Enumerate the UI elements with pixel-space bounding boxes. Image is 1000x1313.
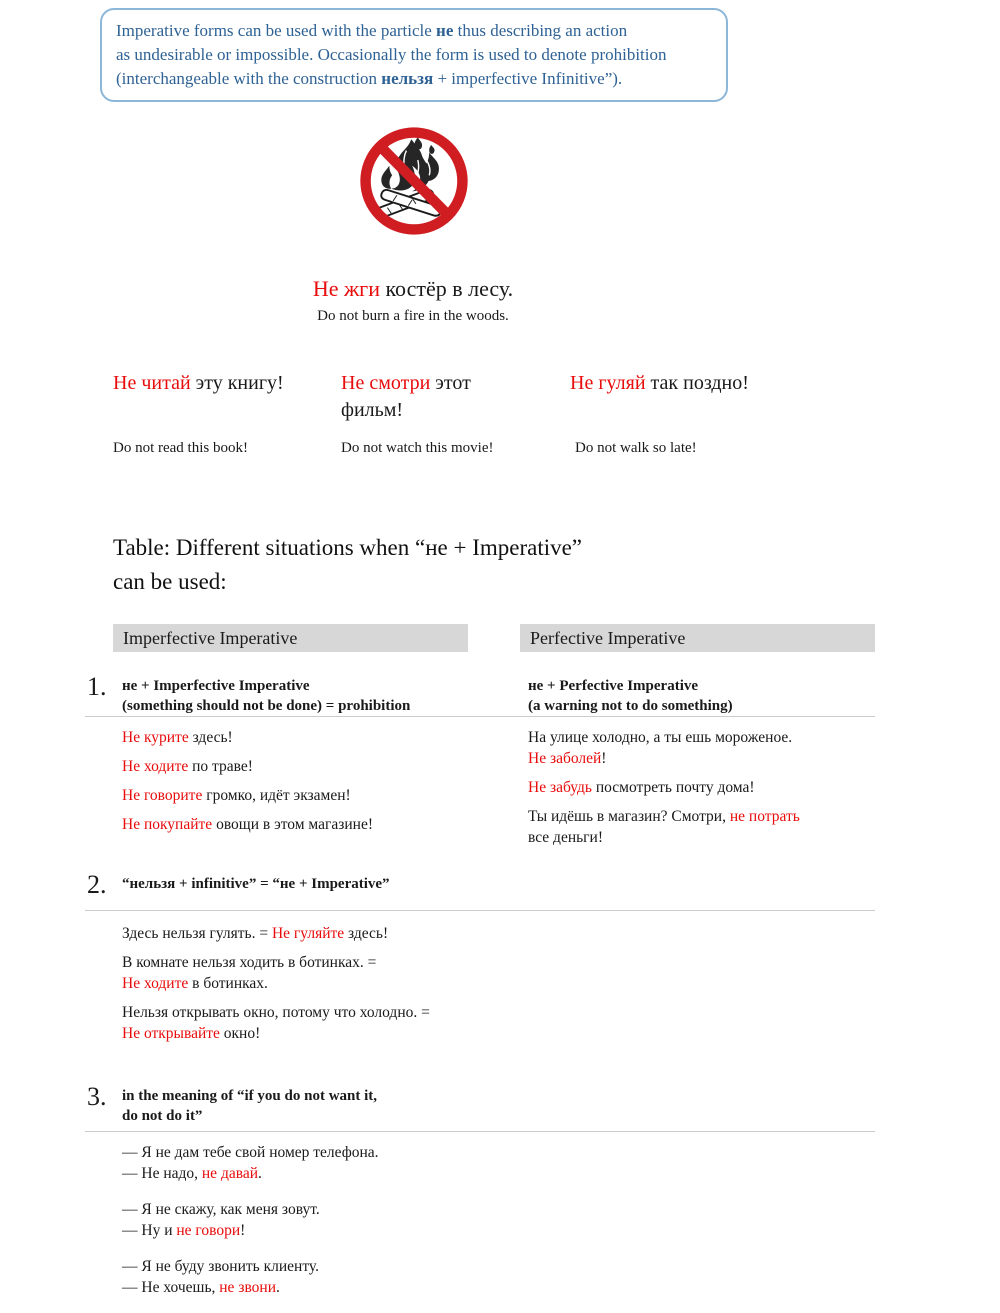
divider [85, 716, 875, 717]
table-title: Table: Different situations when “не + Imperative” can be used: [113, 535, 583, 594]
text-line: Не говорите громко, идёт экзамен! [122, 787, 351, 804]
text-line: все деньги! [528, 829, 603, 846]
text-line: — Не хочешь, не звони. [122, 1279, 280, 1296]
section-1-right-examples [528, 727, 875, 856]
sign-caption-ru: Не жги костёр в лесу. [312, 276, 514, 301]
example-column-2 [341, 370, 570, 457]
text-line: — Я не дам тебе свой номер телефона. [122, 1144, 379, 1161]
example [528, 727, 875, 769]
section-3-header: in the meaning of “if you do not want it, do not do it” [122, 1088, 378, 1124]
text-line: Нельзя открывать окно, потому что холодно. = [122, 1004, 430, 1021]
text-line: Здесь нельзя гулять. = Не гуляйте здесь! [122, 925, 389, 942]
example-en: Do not read this book! [113, 440, 248, 456]
section-number: 3. [87, 1082, 107, 1111]
dialogue-example [122, 1199, 528, 1241]
example-en: Do not walk so late! [575, 440, 697, 456]
example [528, 777, 875, 798]
text-line: Не ходите в ботинках. [122, 975, 268, 992]
dialogue-example [122, 1142, 528, 1184]
example [122, 727, 528, 748]
example-column-3 [570, 370, 883, 457]
section-3 [85, 1080, 875, 1313]
section-number: 1. [87, 672, 107, 701]
example [528, 806, 875, 848]
section-1-left-header: не + Imperfective Imperative (something should not be done) = prohibition [122, 678, 411, 714]
section-2-header: “нельзя + infinitive” = “не + Imperative” [122, 876, 390, 892]
dialogue-example [122, 1256, 528, 1298]
example-column-1 [113, 370, 341, 457]
example-ru: Не читай эту книгу! [113, 372, 284, 394]
example [122, 1002, 528, 1044]
example [122, 952, 528, 994]
text-line: Ты идёшь в магазин? Смотри, не потрать [528, 808, 800, 825]
text-line: Не ходите по траве! [122, 758, 253, 775]
text-line: Не курите здесь! [122, 729, 233, 746]
text-line: Не забудь посмотреть почту дома! [528, 779, 755, 796]
section-2-examples [122, 923, 528, 1052]
intro-line-1: Imperative forms can be used with the particle не thus describing an action [116, 21, 628, 40]
text-line: — Я не скажу, как меня зовут. [122, 1201, 320, 1218]
example [122, 785, 528, 806]
section-number: 2. [87, 870, 107, 899]
column-header-imperfective: Imperfective Imperative [113, 624, 468, 652]
example [122, 923, 528, 944]
example [122, 814, 528, 835]
sign-caption-en: Do not burn a fire in the woods. [317, 308, 509, 324]
text-line: Не открывайте окно! [122, 1025, 261, 1042]
text-line: Не покупайте овощи в этом магазине! [122, 816, 374, 833]
section-2 [85, 868, 875, 1052]
no-campfire-icon [357, 124, 471, 238]
text-line: — Не надо, не давай. [122, 1165, 262, 1182]
text-line: — Я не буду звонить клиенту. [122, 1258, 319, 1275]
section-1 [85, 670, 875, 856]
examples-row [113, 370, 883, 457]
divider [85, 1131, 875, 1132]
divider [85, 910, 875, 911]
example [122, 756, 528, 777]
section-1-right-header: не + Perfective Imperative (a warning not to do something) [528, 678, 733, 714]
section-1-left-examples [122, 727, 528, 843]
section-3-examples [122, 1142, 528, 1313]
text-line: На улице холодно, а ты ешь мороженое. [528, 729, 793, 746]
example-en: Do not watch this movie! [341, 440, 494, 456]
text-line: — Ну и не говори! [122, 1222, 246, 1239]
intro-line-3: (interchangeable with the construction нельзя + imperfective Infinitive”). [116, 69, 623, 88]
column-header-perfective: Perfective Imperative [520, 624, 875, 652]
text-line: Не заболей! [528, 750, 607, 767]
example-ru: Не гуляй так поздно! [570, 372, 749, 394]
intro-note-box [100, 8, 728, 102]
example-ru: Не смотри этот фильм! [341, 372, 471, 421]
intro-line-2: as undesirable or impossible. Occasionally the form is used to denote prohibition [116, 45, 667, 64]
text-line: В комнате нельзя ходить в ботинках. = [122, 954, 377, 971]
